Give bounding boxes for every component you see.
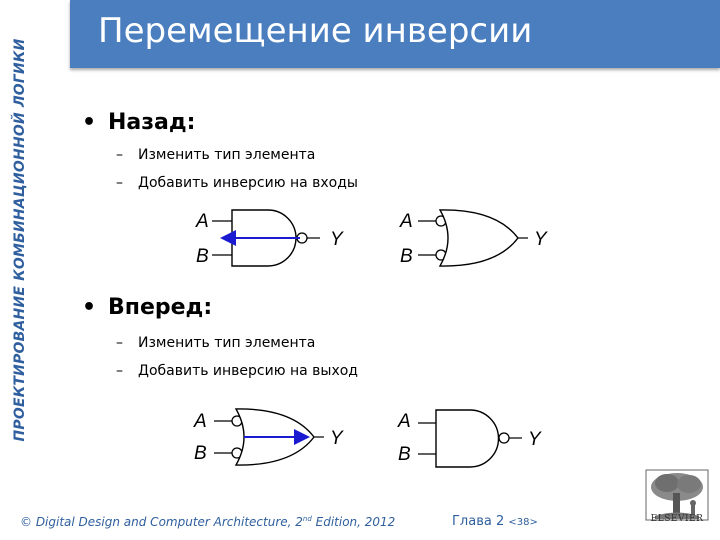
gate-label-b: B [196, 246, 209, 267]
nand-gate-backward-diagram [190, 205, 370, 275]
bullet-backward-label: Назад: [108, 110, 196, 135]
gate-label-y: Y [528, 429, 541, 450]
gate-label-y: Y [330, 428, 343, 449]
bullet-forward [82, 295, 212, 320]
copyright-sup: nd [302, 515, 312, 523]
sub-item-text: Изменить тип элемента [138, 147, 316, 163]
or-gate-inverted-inputs-diagram [396, 205, 576, 275]
gate-label-a: A [194, 411, 207, 432]
or-gate-forward-diagram [192, 405, 372, 475]
sub-item-text: Добавить инверсию на входы [138, 175, 358, 191]
bullet-dot: • [82, 110, 97, 135]
backward-arrow-head [220, 230, 236, 246]
vertical-section-title [2, 0, 38, 480]
or-gate-body [440, 210, 518, 266]
sub-item: – Изменить тип элемента [116, 335, 316, 351]
sub-item: – Добавить инверсию на выход [116, 363, 358, 379]
gate-label-a: A [398, 411, 411, 432]
and-gate-body [436, 410, 499, 467]
sub-item-text: Изменить тип элемента [138, 335, 316, 351]
footer-copyright [20, 515, 395, 529]
title-bar [70, 0, 720, 68]
chapter-label: Глава 2 [452, 514, 505, 529]
gate-label-a: A [196, 211, 209, 232]
vertical-section-title-text: ПРОЕКТИРОВАНИЕ КОМБИНАЦИОННОЙ ЛОГИКИ [12, 38, 28, 442]
gate-label-b: B [398, 444, 411, 465]
sub-item: – Добавить инверсию на входы [116, 175, 358, 191]
elsevier-wordmark: ELSEVIER [650, 514, 704, 524]
footer-page [452, 514, 538, 529]
copyright-suffix: Edition, 2012 [311, 515, 396, 529]
nand-gate-output-inverted-diagram [396, 405, 576, 475]
gate-label-b: B [194, 443, 207, 464]
gate-label-b: B [400, 246, 413, 267]
bullet-dot: • [82, 295, 97, 320]
gate-label-y: Y [330, 229, 343, 250]
bullet-forward-label: Вперед: [108, 295, 213, 320]
sub-item-text: Добавить инверсию на выход [138, 363, 358, 379]
page-title: Перемещение инверсии [98, 11, 533, 51]
output-bubble [499, 433, 509, 443]
sub-item: – Изменить тип элемента [116, 147, 316, 163]
bullet-backward [82, 110, 195, 135]
copyright-prefix: © Digital Design and Computer Architecture, 2 [20, 515, 303, 529]
gate-label-y: Y [534, 229, 547, 250]
gate-label-a: A [400, 211, 413, 232]
page-number: <38> [508, 517, 538, 528]
